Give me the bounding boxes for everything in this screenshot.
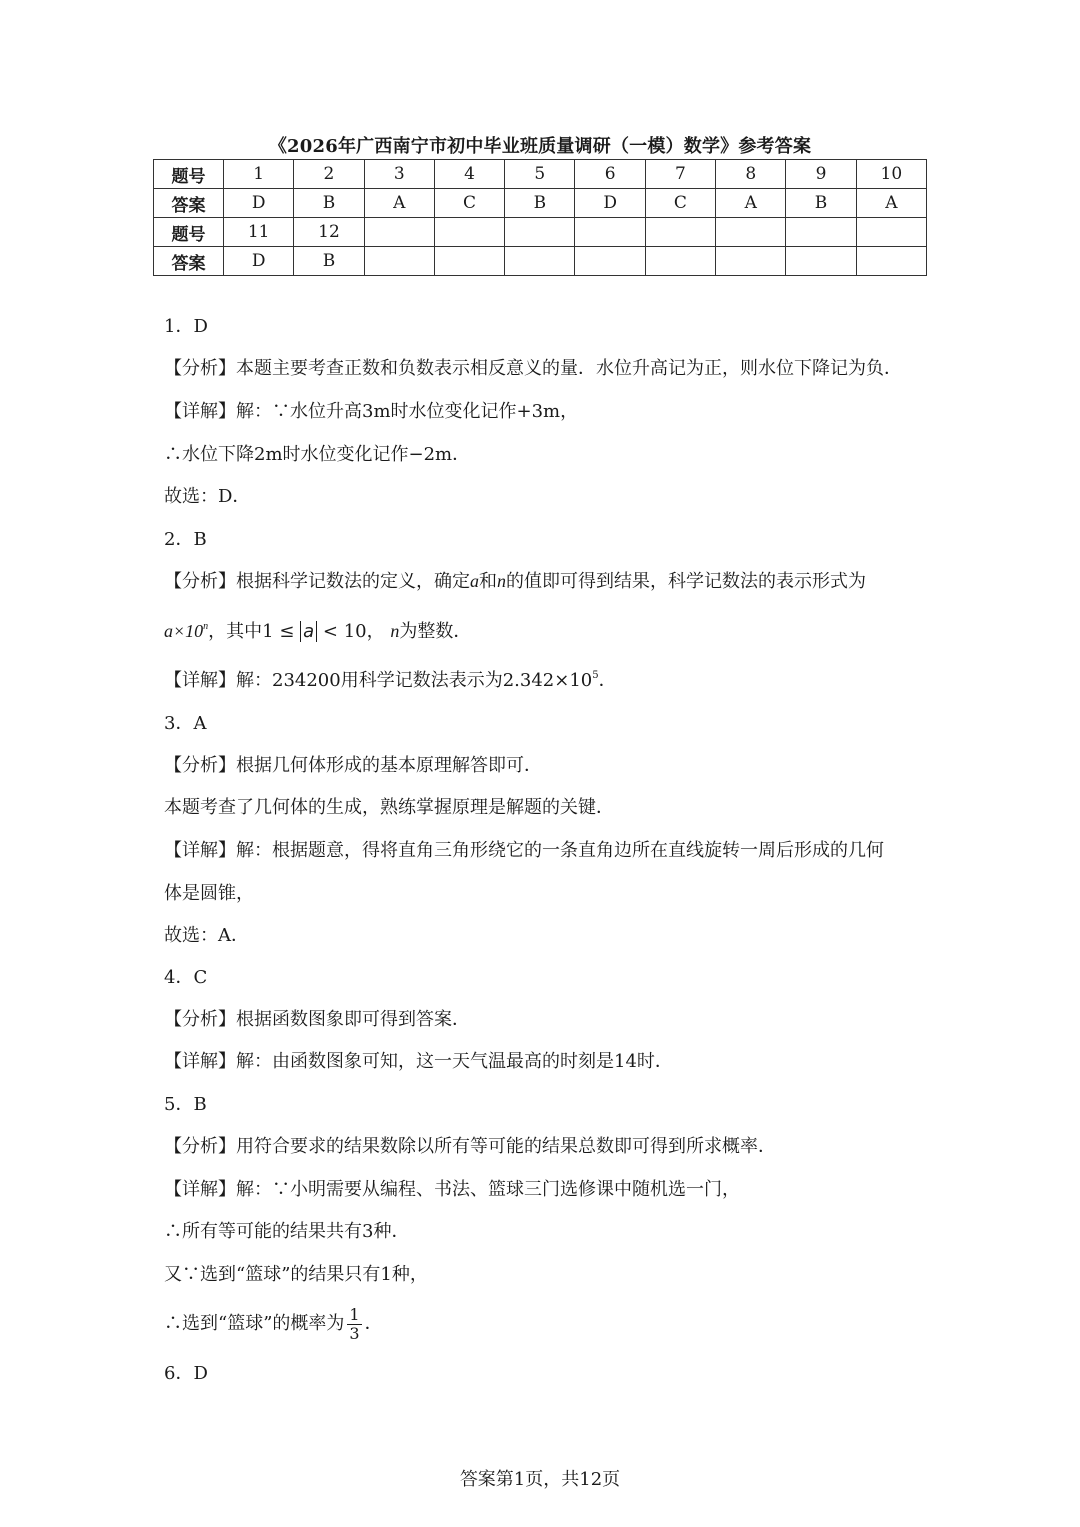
table-cell: B bbox=[294, 189, 364, 218]
table-cell bbox=[786, 247, 856, 276]
q5-step-3 bbox=[164, 1304, 383, 1344]
table-cell: A bbox=[364, 189, 434, 218]
abs-value-a: a bbox=[300, 621, 317, 642]
q3-detail: 【详解】解：根据题意，得将直角三角形绕它的一条直角边所在直线旋转一周后形成的几何 bbox=[164, 840, 884, 861]
variable-n: n bbox=[390, 621, 400, 641]
variable-a: a bbox=[470, 571, 479, 591]
table-cell bbox=[856, 247, 926, 276]
sci-form-base: a×10 bbox=[164, 621, 204, 641]
table-cell: B bbox=[294, 247, 364, 276]
q2-analysis-part2: 和 bbox=[479, 571, 497, 592]
table-cell: C bbox=[645, 189, 715, 218]
q5-analysis: 【分析】用符合要求的结果数除以所有等可能的结果总数即可得到所求概率． bbox=[164, 1136, 776, 1157]
variable-n: n bbox=[497, 571, 506, 591]
table-cell: 12 bbox=[294, 218, 364, 247]
table-cell bbox=[575, 218, 645, 247]
fraction-numerator: 1 bbox=[349, 1304, 360, 1324]
table-cell: 8 bbox=[716, 160, 786, 189]
q4-detail: 【详解】解：由函数图象可知，这一天气温最高的时刻是14时． bbox=[164, 1051, 673, 1072]
q5-heading: 5．B bbox=[164, 1094, 207, 1115]
q1-detail: 【详解】解：∵水位升高3m时水位变化记作+3m， bbox=[164, 401, 579, 422]
answer-table bbox=[153, 159, 927, 276]
table-cell: 6 bbox=[575, 160, 645, 189]
q4-heading: 4．C bbox=[164, 967, 208, 988]
q2-analysis-part3: 的值即可得到结果，科学记数法的表示形式为 bbox=[506, 571, 866, 592]
table-cell: 11 bbox=[224, 218, 294, 247]
table-cell: 10 bbox=[856, 160, 926, 189]
table-row bbox=[154, 218, 927, 247]
table-cell bbox=[364, 218, 434, 247]
table-cell: B bbox=[786, 189, 856, 218]
table-cell bbox=[716, 218, 786, 247]
table-cell: 9 bbox=[786, 160, 856, 189]
q1-choice: 故选：D． bbox=[164, 486, 251, 507]
q2-detail-end: ． bbox=[598, 670, 617, 691]
q3-heading: 3．A bbox=[164, 713, 207, 734]
table-row bbox=[154, 189, 927, 218]
q2-analysis-part1: 【分析】根据科学记数法的定义，确定 bbox=[164, 571, 470, 592]
table-cell bbox=[716, 247, 786, 276]
q2-detail-text: 【详解】解：234200用科学记数法表示为2.342×10 bbox=[164, 670, 593, 691]
sci-form-exponent: n bbox=[203, 621, 209, 632]
table-cell: A bbox=[716, 189, 786, 218]
table-cell: D bbox=[224, 247, 294, 276]
table-cell: B bbox=[505, 189, 575, 218]
table-cell bbox=[856, 218, 926, 247]
table-cell bbox=[434, 247, 504, 276]
q4-analysis: 【分析】根据函数图象即可得到答案． bbox=[164, 1009, 470, 1030]
table-cell: 4 bbox=[434, 160, 504, 189]
table-cell: 2 bbox=[294, 160, 364, 189]
page-footer: 答案第1页，共12页 bbox=[459, 1469, 621, 1490]
q3-choice: 故选：A． bbox=[164, 925, 249, 946]
table-cell: 7 bbox=[645, 160, 715, 189]
header-cell: 题号 bbox=[154, 160, 224, 189]
q5-detail: 【详解】解：∵小明需要从编程、书法、篮球三门选修课中随机选一门， bbox=[164, 1179, 740, 1200]
sci-form-upper: < 10， bbox=[322, 621, 385, 642]
q3-note: 本题考查了几何体的生成，熟练掌握原理是解题的关键． bbox=[164, 797, 614, 818]
fraction bbox=[347, 1306, 361, 1343]
table-cell bbox=[645, 247, 715, 276]
q5-step-3-text: ∴选到“篮球”的概率为 bbox=[164, 1313, 345, 1334]
table-cell: A bbox=[856, 189, 926, 218]
table-cell bbox=[505, 218, 575, 247]
q5-step-3-end: ． bbox=[364, 1313, 383, 1334]
table-cell: D bbox=[575, 189, 645, 218]
q6-heading: 6．D bbox=[164, 1363, 208, 1384]
page-title: 《2026年广西南宁市初中毕业班质量调研（一模）数学》参考答案 bbox=[268, 136, 812, 157]
table-row bbox=[154, 247, 927, 276]
q2-analysis bbox=[164, 569, 866, 594]
q5-step-2: 又∵选到“篮球”的结果只有1种， bbox=[164, 1264, 428, 1285]
header-cell: 答案 bbox=[154, 247, 224, 276]
table-cell: D bbox=[224, 189, 294, 218]
q1-analysis: 【分析】本题主要考查正数和负数表示相反意义的量．水位升高记为正，则水位下降记为负． bbox=[164, 358, 902, 379]
table-cell bbox=[575, 247, 645, 276]
q3-detail-continued: 体是圆锥， bbox=[164, 883, 254, 904]
table-cell bbox=[505, 247, 575, 276]
q3-analysis: 【分析】根据几何体形成的基本原理解答即可． bbox=[164, 755, 542, 776]
q2-detail-exponent: 5 bbox=[592, 670, 599, 681]
q2-detail bbox=[164, 669, 617, 693]
q1-step: ∴水位下降2m时水位变化记作−2m． bbox=[164, 444, 471, 465]
table-cell: C bbox=[434, 189, 504, 218]
q1-heading: 1．D bbox=[164, 316, 208, 337]
table-cell bbox=[434, 218, 504, 247]
fraction-denominator: 3 bbox=[349, 1323, 360, 1343]
q5-step-1: ∴所有等可能的结果共有3种． bbox=[164, 1221, 410, 1242]
header-cell: 题号 bbox=[154, 218, 224, 247]
header-cell: 答案 bbox=[154, 189, 224, 218]
table-cell: 1 bbox=[224, 160, 294, 189]
table-cell: 5 bbox=[505, 160, 575, 189]
sci-form-range: ，其中1 ≤ bbox=[208, 621, 295, 642]
sci-form-tail: 为整数． bbox=[399, 621, 472, 642]
table-cell bbox=[645, 218, 715, 247]
table-cell: 3 bbox=[364, 160, 434, 189]
table-row bbox=[154, 160, 927, 189]
q2-heading: 2．B bbox=[164, 529, 207, 550]
table-cell bbox=[364, 247, 434, 276]
q2-form bbox=[164, 619, 471, 644]
table-cell bbox=[786, 218, 856, 247]
